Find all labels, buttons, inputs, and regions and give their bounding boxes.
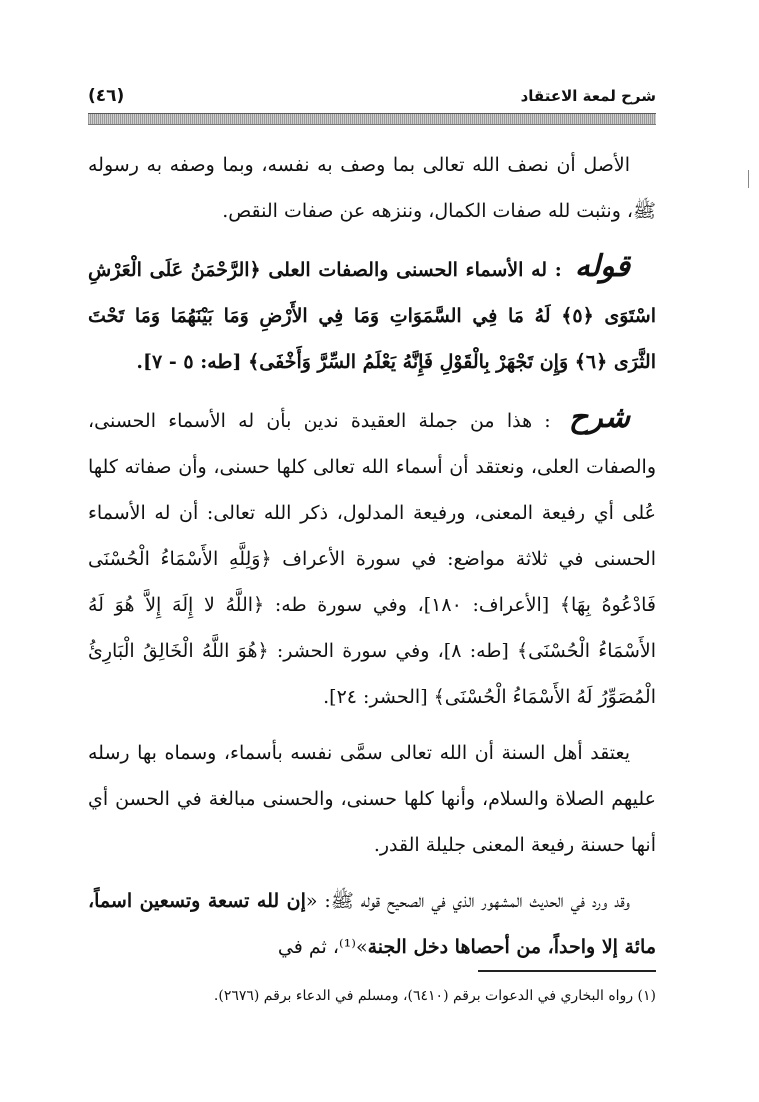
- paragraph-hadith: [88, 878, 656, 970]
- page-header: [88, 82, 656, 110]
- paragraph-quote: [88, 244, 656, 385]
- sharh-text: : هذا من جملة العقيدة ندين بأن له الأسماء الحسنى، والصفات العلى، ونعتقد أن أسماء الله تعالى كلها حسنى، وأن صفاته كلها عُلى أي رفيعة المعنى، ورفيعة المدلول، ذكر الله تعالى: أن له الأسماء الحسنى في ثلاثة مواضع: في سورة الأعراف ﴿وَلِلَّهِ الأَسْمَاءُ الْحُسْنَى فَادْعُوهُ بِهَا﴾ [الأعراف: ١٨٠]، وفي سورة طه: ﴿اللَّهُ لا إِلَهَ إِلاَّ هُوَ لَهُ الأَسْمَاءُ الْحُسْنَى﴾ [طه: ٨]، وفي سورة الحشر: ﴿هُوَ اللَّهُ الْخَالِقُ الْبَارِئُ الْمُصَوِّرُ لَهُ الأَسْمَاءُ الْحُسْنَى﴾ [الحشر: ٢٤].: [88, 410, 657, 708]
- footnote-rule: [478, 970, 656, 972]
- sharh-label: شرح: [568, 400, 630, 435]
- paragraph-sharh: [88, 395, 656, 720]
- paragraph-intro: الأصل أن نصف الله تعالى بما وصف به نفسه، وبما وصفه به رسوله ﷺ، ونثبت لله صفات الكمال، وننزهه عن صفات النقص.: [88, 154, 656, 222]
- footnote: (١) رواه البخاري في الدعوات برقم (٦٤١٠)، ومسلم في الدعاء برقم (٢٦٧٦).: [213, 988, 656, 1004]
- quote-text: : له الأسماء الحسنى والصفات العلى ﴿الرَّحْمَنُ عَلَى الْعَرْشِ اسْتَوَى ﴿٥﴾ لَهُ مَا فِي السَّمَوَاتِ وَمَا فِي الأَرْضِ وَمَا بَيْنَهُمَا وَمَا تَحْتَ الثَّرَى ﴿٦﴾ وَإِن تَجْهَرْ بِالْقَوْلِ فَإِنَّهُ يَعْلَمُ السِّرَّ وَأَخْفَى﴾ [طه: ٥ - ٧].: [88, 259, 656, 373]
- hadith-intro: وقد ورد في الحديث المشهور الذي في الصحيح قوله ﷺ: «: [305, 890, 630, 912]
- paragraph-ahl-sunnah: يعتقد أهل السنة أن الله تعالى سمَّى نفسه بأسماء، وسماه بها رسله عليهم الصلاة والسلام، وأنها كلها حسنى، والحسنى مبالغة في الحسن أي أنها حسنة رفيعة المعنى جليلة القدر.: [88, 742, 656, 856]
- page-body: [88, 142, 656, 980]
- margin-mark: [748, 170, 749, 188]
- header-rule: [88, 113, 656, 125]
- page-number: (٤٦): [88, 86, 125, 106]
- book-title: شرح لمعة الاعتقاد: [520, 87, 656, 105]
- hadith-end: »⁽¹⁾، ثم في: [277, 936, 368, 958]
- hadith-text: إن لله تسعة وتسعين اسماً، مائة إلا واحداً، من أحصاها دخل الجنة: [88, 890, 656, 958]
- qawluhu-label: قوله: [574, 249, 630, 284]
